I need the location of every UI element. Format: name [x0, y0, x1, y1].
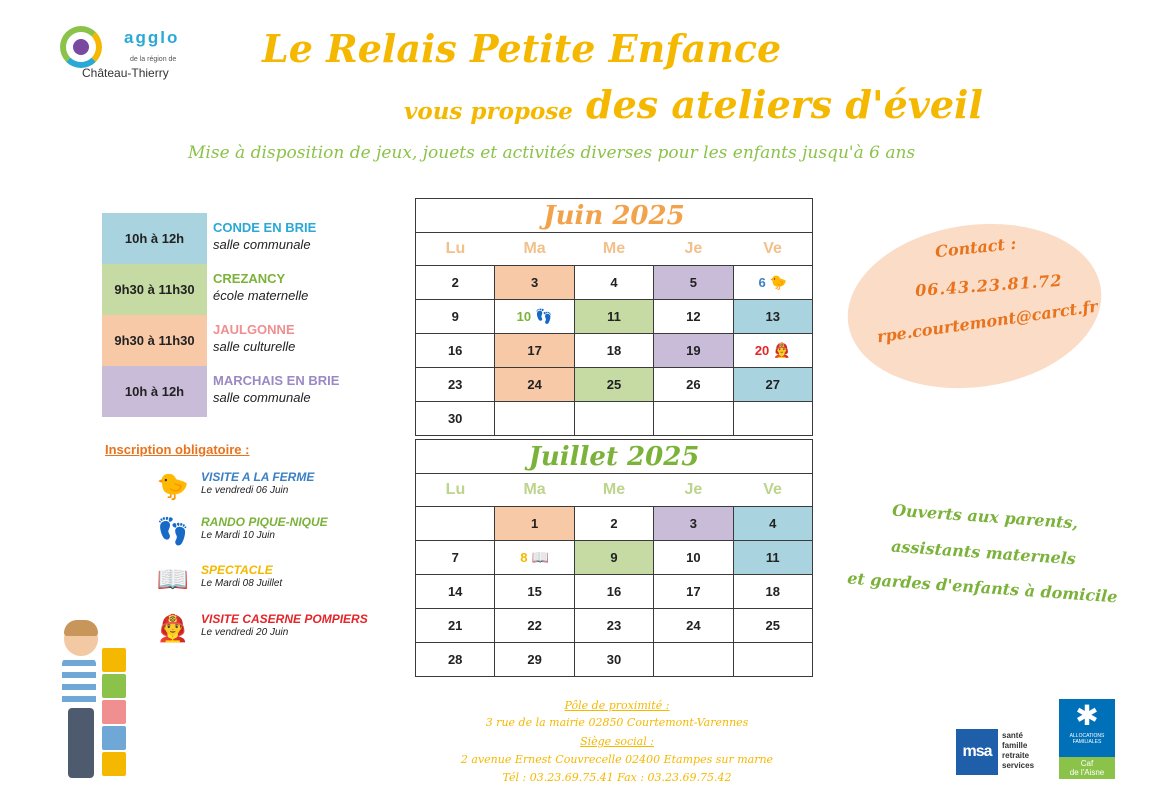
schedule-time: 9h30 à 11h30 — [102, 264, 207, 315]
calendar-day: 3 — [654, 507, 733, 541]
child-body — [62, 658, 96, 708]
caf-small-text: ALLOCATIONS FAMILIALES — [1069, 733, 1105, 745]
caf-bottom — [1059, 757, 1115, 779]
schedule-venue: école maternelle — [213, 288, 309, 303]
calendar-day: 26 — [654, 368, 733, 402]
calendar-day: 9 — [416, 300, 495, 334]
calendar-day: 10 — [654, 541, 733, 575]
calendar-day: 5 — [654, 266, 733, 300]
toy-block — [102, 674, 126, 698]
activity-date: Le vendredi 06 Juin — [201, 485, 289, 496]
footer-siege-address: 2 avenue Ernest Couvrecelle 02400 Etampes sur marne — [460, 753, 774, 766]
child-illustration — [58, 618, 148, 786]
calendar-day: 25 — [733, 609, 812, 643]
activity-item — [155, 610, 415, 650]
calendar-day — [654, 402, 733, 436]
msa-text-line: retraite — [1002, 751, 1030, 760]
calendar-day: 14 — [416, 575, 495, 609]
calendar-day: 30 — [416, 402, 495, 436]
calendar-day: 11 — [574, 300, 653, 334]
calendar-day: 10 👣 — [495, 300, 574, 334]
calendar-day: 28 — [416, 643, 495, 677]
logo-city-text: Château-Thierry — [82, 66, 169, 80]
activity-date: Le vendredi 20 Juin — [201, 627, 289, 638]
logo-region-text: de la région de — [130, 56, 177, 63]
caf-region: de l'Aisne — [1069, 768, 1105, 777]
schedule-row — [102, 264, 402, 315]
msa-text-line: famille — [1002, 741, 1028, 750]
footer-phones: Tél : 03.23.69.75.41 Fax : 03.23.69.75.42 — [502, 771, 732, 784]
open-to-line: assistants maternels — [890, 536, 1077, 569]
schedule-place: MARCHAIS EN BRIE — [213, 373, 340, 388]
weekday-label: Me — [574, 233, 653, 266]
footer-siege-label: Siège social : — [580, 735, 654, 748]
weekday-label: Je — [654, 474, 733, 507]
logo-agglo-text: agglo — [124, 28, 180, 47]
weekday-label: Me — [574, 474, 653, 507]
activity-item — [155, 513, 415, 553]
open-to-line: Ouverts aux parents, — [891, 500, 1079, 533]
activity-title: VISITE CASERNE POMPIERS — [201, 612, 368, 626]
book-icon: 📖 — [531, 549, 549, 565]
schedule-venue: salle communale — [213, 390, 311, 405]
schedule-place: CREZANCY — [213, 271, 286, 286]
calendar-title: Juillet 2025 — [416, 440, 813, 474]
activity-item — [155, 468, 415, 508]
calendar-day: 2 — [574, 507, 653, 541]
chick-icon: 🐤 — [769, 274, 788, 290]
activity-item — [155, 561, 415, 601]
title-ateliers: des ateliers d'éveil — [586, 82, 983, 127]
agglo-logo — [58, 26, 188, 86]
msa-logo-mark: msa — [956, 729, 998, 775]
caf-logo — [1059, 699, 1115, 779]
msa-logo — [956, 729, 1048, 775]
contact-phone[interactable]: 06.43.23.81.72 — [914, 270, 1064, 301]
schedule-time: 10h à 12h — [102, 366, 207, 417]
schedule-row — [102, 366, 402, 417]
calendar-day: 17 — [495, 334, 574, 368]
calendar-day: 25 — [574, 368, 653, 402]
schedule-place: CONDE EN BRIE — [213, 220, 317, 235]
msa-text-line: santé — [1002, 731, 1023, 740]
activity-date: Le Mardi 10 Juin — [201, 530, 275, 541]
calendar-day: 18 — [574, 334, 653, 368]
calendar-day: 22 — [495, 609, 574, 643]
open-to-line: et gardes d'enfants à domicile — [846, 568, 1119, 607]
calendar-day — [495, 402, 574, 436]
calendar-day: 23 — [416, 368, 495, 402]
calendar-day: 11 — [733, 541, 812, 575]
toy-block — [102, 700, 126, 724]
footprints-icon: 👣 — [535, 308, 553, 324]
calendar-day: 13 — [733, 300, 812, 334]
calendar-day: 21 — [416, 609, 495, 643]
weekday-label: Ve — [733, 474, 812, 507]
child-hair — [64, 620, 98, 636]
title-propose: vous propose — [404, 98, 573, 125]
chick-icon: 🐤 — [156, 471, 190, 501]
weekday-label: Ma — [495, 474, 574, 507]
calendar-day: 9 — [574, 541, 653, 575]
calendar-day: 30 — [574, 643, 653, 677]
schedule-place: JAULGONNE — [213, 322, 295, 337]
calendar-day: 20 👨‍🚒 — [733, 334, 812, 368]
toy-block — [102, 648, 126, 672]
weekday-label: Ve — [733, 233, 812, 266]
calendar-day: 4 — [574, 266, 653, 300]
calendar-day: 4 — [733, 507, 812, 541]
msa-text-line: services — [1002, 761, 1035, 770]
calendar-day: 12 — [654, 300, 733, 334]
activity-date: Le Mardi 08 Juillet — [201, 578, 283, 589]
contact-title: Contact : — [934, 233, 1018, 262]
weekday-label: Je — [654, 233, 733, 266]
caf-emblem-icon: ✱ — [1075, 700, 1099, 731]
schedule-row — [102, 315, 402, 366]
calendar-day: 27 — [733, 368, 812, 402]
weekday-label: Lu — [416, 474, 495, 507]
calendar-day: 18 — [733, 575, 812, 609]
page-title: Le Relais Petite Enfance — [262, 26, 782, 71]
calendar-day: 7 — [416, 541, 495, 575]
calendar-day: 15 — [495, 575, 574, 609]
firefighter-icon: 👨‍🚒 — [773, 342, 791, 358]
calendar-day: 19 — [654, 334, 733, 368]
calendar-title: Juin 2025 — [416, 199, 813, 233]
schedule-venue: salle communale — [213, 237, 311, 252]
schedule-row — [102, 213, 402, 264]
page-subtitle: Mise à disposition de jeux, jouets et activités diverses pour les enfants jusqu'à 6 ans — [188, 143, 916, 163]
schedule-info — [207, 366, 339, 417]
calendar-day: 6 🐤 — [733, 266, 812, 300]
calendar-day: 2 — [416, 266, 495, 300]
calendar-day — [733, 643, 812, 677]
activity-title: VISITE A LA FERME — [201, 470, 315, 484]
calendar-day: 24 — [654, 609, 733, 643]
schedule-info — [207, 315, 295, 366]
contact-email[interactable]: rpe.courtemont@carct.fr — [875, 296, 1099, 347]
activity-title: SPECTACLE — [201, 563, 273, 577]
schedule-info — [207, 264, 308, 315]
calendar-day: 29 — [495, 643, 574, 677]
footer-pole-label: Pôle de proximité : — [564, 699, 670, 712]
logo-dot — [73, 39, 89, 55]
calendar-day: 1 — [495, 507, 574, 541]
calendar-day — [416, 507, 495, 541]
calendar-day: 8 📖 — [495, 541, 574, 575]
calendar-day: 24 — [495, 368, 574, 402]
calendar-july — [415, 439, 813, 677]
weekday-label: Ma — [495, 233, 574, 266]
schedule-time: 9h30 à 11h30 — [102, 315, 207, 366]
schedule-info — [207, 213, 316, 264]
footer-pole-address: 3 rue de la mairie 02850 Courtemont-Varennes — [485, 716, 749, 729]
calendar-day: 23 — [574, 609, 653, 643]
activity-title: RANDO PIQUE-NIQUE — [201, 515, 328, 529]
toy-block — [102, 752, 126, 776]
schedule-venue: salle culturelle — [213, 339, 296, 354]
calendar-day: 16 — [574, 575, 653, 609]
firefighter-icon: 👨‍🚒 — [156, 613, 190, 643]
calendar-day — [733, 402, 812, 436]
calendar-day: 3 — [495, 266, 574, 300]
schedule-time: 10h à 12h — [102, 213, 207, 264]
inscription-label: Inscription obligatoire : — [105, 442, 250, 457]
schedule-legend — [102, 213, 402, 417]
child-legs — [68, 708, 94, 778]
footprints-icon: 👣 — [156, 516, 190, 546]
calendar-day: 16 — [416, 334, 495, 368]
book-icon: 📖 — [156, 564, 190, 594]
calendar-day — [574, 402, 653, 436]
weekday-label: Lu — [416, 233, 495, 266]
calendar-day — [654, 643, 733, 677]
toy-block — [102, 726, 126, 750]
calendar-june — [415, 198, 813, 436]
msa-logo-text — [1002, 731, 1034, 771]
calendar-day: 17 — [654, 575, 733, 609]
caf-name: Caf — [1080, 759, 1094, 768]
